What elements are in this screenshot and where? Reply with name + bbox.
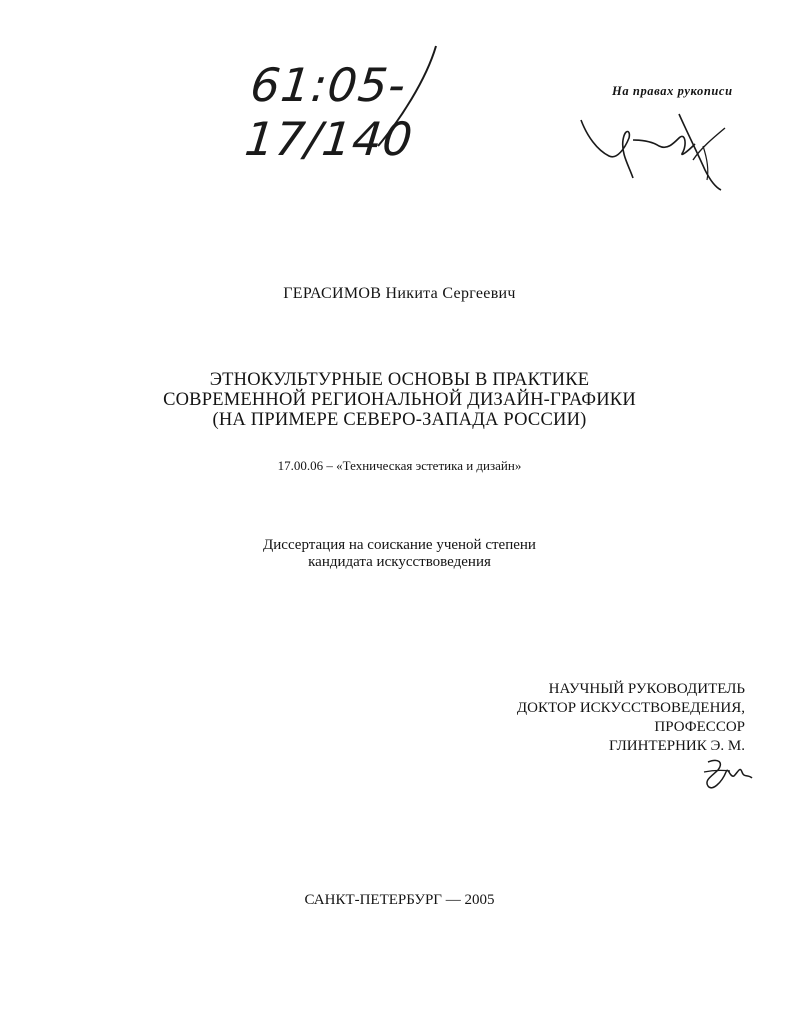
manuscript-rights-note: На правах рукописи xyxy=(612,84,733,98)
degree-line-1: Диссертация на соискание ученой степени xyxy=(263,537,536,553)
supervisor-signature xyxy=(700,752,760,794)
degree-line-2: кандидата искусствоведения xyxy=(308,554,491,570)
title-line-1: ЭТНОКУЛЬТУРНЫЕ ОСНОВЫ В ПРАКТИКЕ xyxy=(209,370,590,390)
supervisor-line-1: НАУЧНЫЙ РУКОВОДИТЕЛЬ xyxy=(548,681,745,697)
degree-statement xyxy=(0,537,799,571)
supervisor-line-4: ГЛИНТЕРНИК Э. М. xyxy=(609,738,745,754)
author-name: ГЕРАСИМОВ Никита Сергеевич xyxy=(283,285,516,302)
title-line-3: (НА ПРИМЕРЕ СЕВЕРО-ЗАПАДА РОССИИ) xyxy=(212,410,587,430)
archive-code-text: 61:05-17/140 xyxy=(242,58,416,166)
scientific-supervisor xyxy=(517,680,745,756)
supervisor-line-2: ДОКТОР ИСКУССТВОВЕДЕНИЯ, xyxy=(516,700,745,716)
supervisor-line-3: ПРОФЕССОР xyxy=(654,719,745,735)
author-signature xyxy=(575,108,735,193)
thesis-title xyxy=(0,370,799,430)
city-and-year: САНКТ-ПЕТЕРБУРГ — 2005 xyxy=(304,892,495,908)
handwritten-archive-code xyxy=(240,40,480,166)
title-line-2: СОВРЕМЕННОЙ РЕГИОНАЛЬНОЙ ДИЗАЙН-ГРАФИКИ xyxy=(163,390,636,410)
specialty-code: 17.00.06 – «Техническая эстетика и дизайн» xyxy=(277,458,522,473)
